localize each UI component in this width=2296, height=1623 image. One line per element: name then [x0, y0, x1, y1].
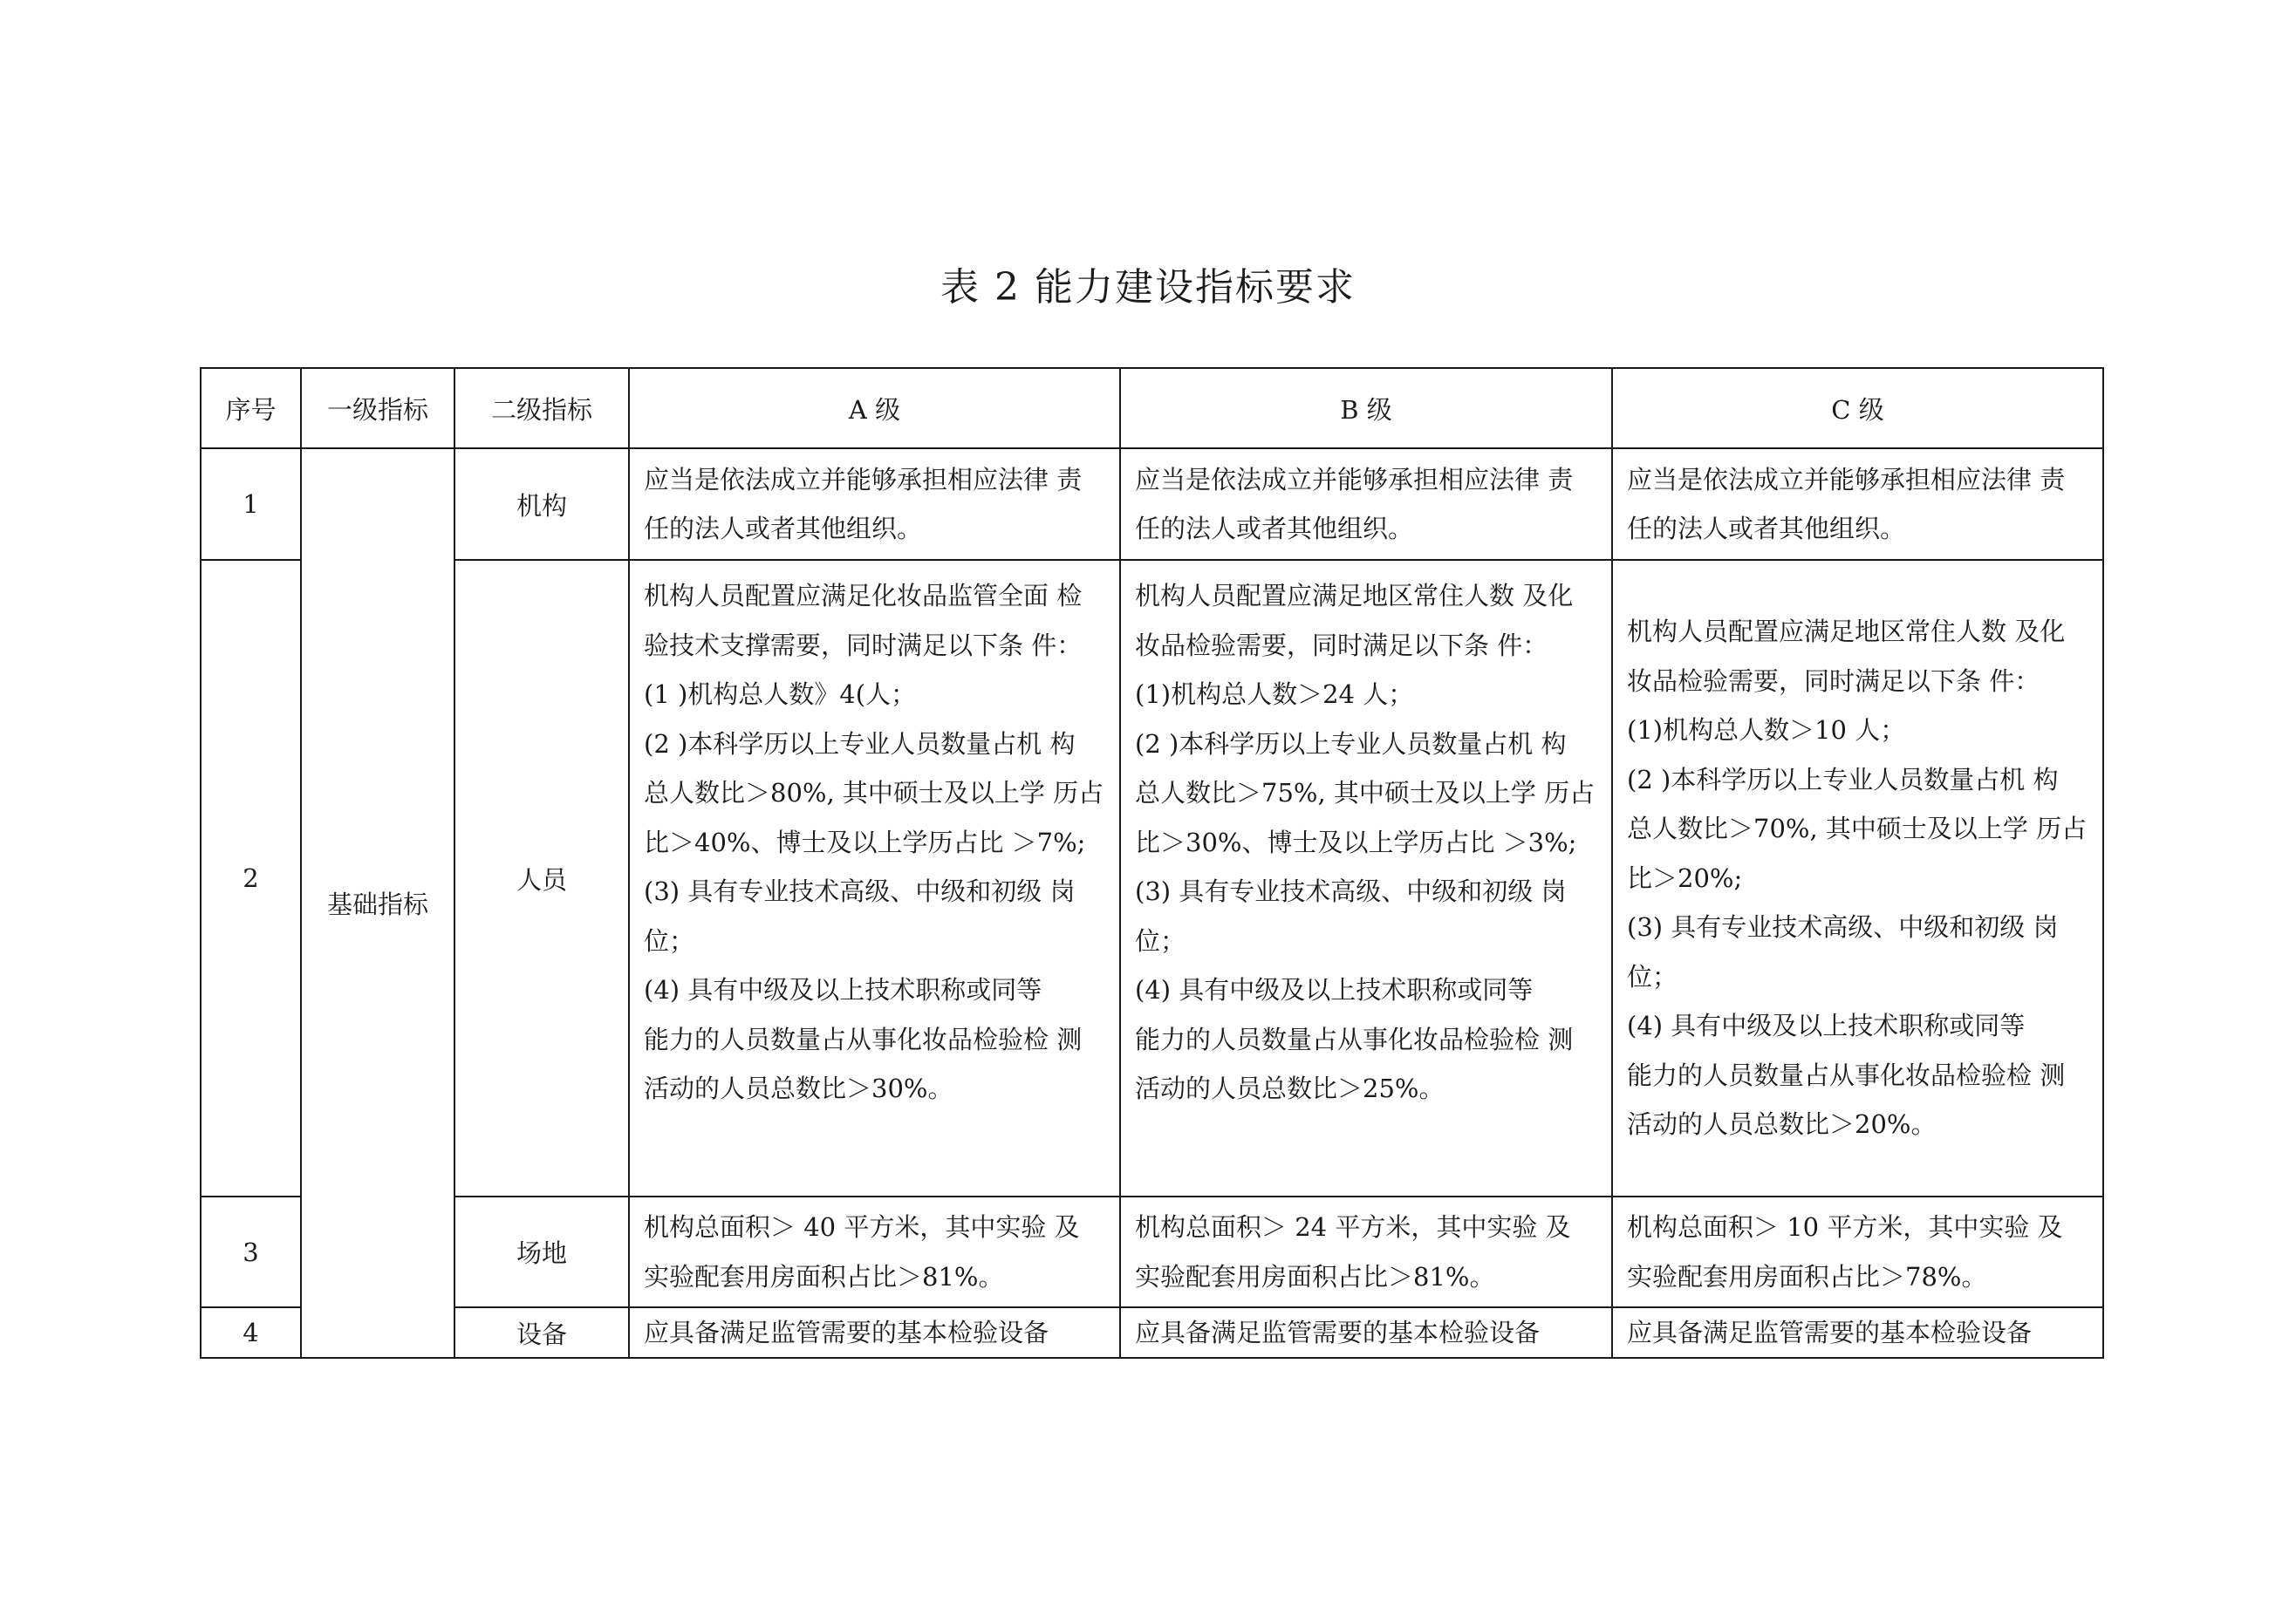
cell-line: 任的法人或者其他组织。: [1627, 514, 1906, 543]
cell-line: 机构总面积＞ 24 平方米，其中实验 及: [1135, 1212, 1571, 1242]
cell-line: 总人数比＞70%, 其中硕士及以上学 历占: [1627, 814, 2088, 844]
table-row: [201, 1307, 2103, 1358]
cell-line: 妆品检验需要，同时满足以下条 件：: [1135, 630, 1548, 660]
cell-line: (1)机构总人数＞10 人；: [1627, 715, 1906, 746]
row-no: 2: [201, 560, 301, 1197]
table-row: [201, 1197, 2103, 1307]
header-grade-a: A 级: [629, 368, 1120, 448]
grade-c-cell: [1612, 1307, 2103, 1358]
cell-line: 活动的人员总数比＞20%。: [1627, 1109, 1937, 1140]
cell-line: (1 )机构总人数》4(人；: [644, 679, 917, 709]
row-no: 3: [201, 1197, 301, 1307]
cell-line: 位；: [1135, 925, 1186, 956]
cell-line: (4) 具有中级及以上技术职称或同等: [1627, 1011, 2026, 1041]
cell-line: 任的法人或者其他组织。: [644, 514, 923, 543]
cell-line: 应具备满足监管需要的基本检验设备: [644, 1318, 1049, 1347]
level2-cell: 人员: [454, 560, 629, 1197]
cell-line: 比＞30%、博士及以上学历占比 ＞3%;: [1135, 827, 1577, 857]
grade-b-cell: [1120, 1307, 1612, 1358]
grade-a-cell: [629, 1307, 1120, 1358]
header-grade-c: C 级: [1612, 368, 2103, 448]
cell-line: 应具备满足监管需要的基本检验设备: [1627, 1318, 2033, 1347]
table-row: [201, 560, 2103, 1197]
page-title: 表 2 能力建设指标要求: [940, 265, 1356, 310]
cell-line: (1)机构总人数＞24 人；: [1135, 679, 1414, 709]
level2-cell: 场地: [454, 1197, 629, 1307]
cell-line: 应当是依法成立并能够承担相应法律 责: [644, 464, 1083, 494]
cell-line: (3) 具有专业技术高级、中级和初级 岗: [1135, 876, 1567, 906]
cell-line: 位；: [644, 925, 695, 956]
grade-b-cell: [1120, 1197, 1612, 1307]
cell-line: 应当是依法成立并能够承担相应法律 责: [1627, 464, 2066, 494]
header-level1: 一级指标: [301, 368, 454, 448]
cell-line: 能力的人员数量占从事化妆品检验检 测: [644, 1024, 1083, 1054]
cell-line: 验技术支撑需要，同时满足以下条 件：: [644, 630, 1083, 660]
cell-line: 应当是依法成立并能够承担相应法律 责: [1135, 464, 1574, 494]
level2-cell: 设备: [454, 1307, 629, 1358]
grade-b-cell: [1120, 560, 1612, 1197]
cell-line: (4) 具有中级及以上技术职称或同等: [1135, 975, 1534, 1005]
cell-line: 机构总面积＞ 40 平方米，其中实验 及: [644, 1212, 1080, 1242]
grade-a-cell: [629, 1197, 1120, 1307]
cell-line: 总人数比＞75%, 其中硕士及以上学 历占: [1135, 778, 1596, 808]
cell-line: 比＞40%、博士及以上学历占比 ＞7%;: [644, 827, 1086, 857]
cell-line: (2 )本科学历以上专业人员数量占机 构: [1627, 764, 2059, 794]
cell-line: 机构人员配置应满足地区常住人数 及化: [1627, 617, 2066, 647]
cell-line: 活动的人员总数比＞30%。: [644, 1074, 953, 1103]
header-no: 序号: [201, 368, 301, 448]
cell-line: 实验配套用房面积占比＞81%。: [644, 1261, 1004, 1292]
cell-line: 总人数比＞80%, 其中硕士及以上学 历占: [644, 778, 1104, 808]
level2-cell: 机构: [454, 448, 629, 560]
cell-line: (3) 具有专业技术高级、中级和初级 岗: [1627, 912, 2059, 943]
cell-line: 位；: [1627, 961, 1678, 992]
grade-b-cell: [1120, 448, 1612, 560]
cell-line: 实验配套用房面积占比＞78%。: [1627, 1261, 1987, 1292]
cell-line: 能力的人员数量占从事化妆品检验检 测: [1627, 1060, 2066, 1090]
cell-line: 任的法人或者其他组织。: [1135, 514, 1414, 543]
grade-c-cell: [1612, 560, 2103, 1197]
cell-line: 实验配套用房面积占比＞81%。: [1135, 1261, 1495, 1292]
cell-line: 机构人员配置应满足化妆品监管全面 检: [644, 581, 1083, 610]
row-no: 1: [201, 448, 301, 560]
cell-line: (3) 具有专业技术高级、中级和初级 岗: [644, 876, 1076, 906]
level1-cell: 基础指标: [301, 448, 454, 1358]
cell-line: 比＞20%;: [1627, 863, 1743, 893]
cell-line: (2 )本科学历以上专业人员数量占机 构: [644, 728, 1076, 759]
header-level2: 二级指标: [454, 368, 629, 448]
cell-line: 能力的人员数量占从事化妆品检验检 测: [1135, 1024, 1574, 1054]
table-row: [201, 448, 2103, 560]
cell-line: 应具备满足监管需要的基本检验设备: [1135, 1318, 1541, 1347]
cell-line: 机构人员配置应满足地区常住人数 及化: [1135, 581, 1574, 610]
requirements-table: [200, 367, 2104, 1359]
grade-a-cell: [629, 448, 1120, 560]
header-row: [201, 368, 2103, 448]
cell-line: 机构总面积＞ 10 平方米，其中实验 及: [1627, 1212, 2063, 1242]
row-no: 4: [201, 1307, 301, 1358]
grade-c-cell: [1612, 448, 2103, 560]
grade-a-cell: [629, 560, 1120, 1197]
cell-line: 活动的人员总数比＞25%。: [1135, 1074, 1445, 1103]
cell-line: 妆品检验需要，同时满足以下条 件：: [1627, 665, 2040, 696]
cell-line: (2 )本科学历以上专业人员数量占机 构: [1135, 728, 1567, 759]
grade-c-cell: [1612, 1197, 2103, 1307]
header-grade-b: B 级: [1120, 368, 1612, 448]
cell-line: (4) 具有中级及以上技术职称或同等: [644, 975, 1042, 1005]
